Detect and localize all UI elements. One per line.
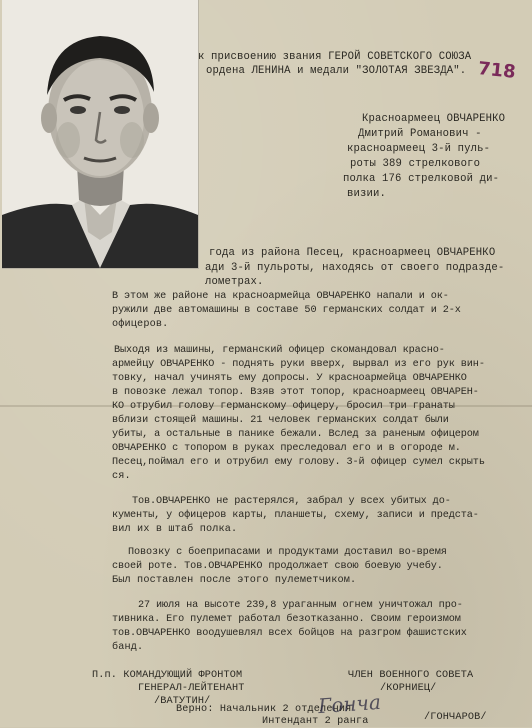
body-line-10: в повозке лежал топор. Взяв этот топор, красноармеец ОВЧАРЕН- — [112, 387, 479, 398]
body-line-4: В этом же районе на красноармейца ОВЧАРЕНКО напали и ок- — [112, 291, 449, 302]
body-line-11: КО отрубил голову германскому офицеру, бросил три гранаты — [112, 401, 455, 412]
person-line-6: визии. — [347, 188, 387, 200]
body-line-20: Повозку с боеприпасами и продуктами доставил во-время — [128, 547, 447, 558]
body-line-23: 27 июля на высоте 239,8 ураганным огнем уничтожал про- — [138, 600, 463, 611]
body-line-18: кументы, у офицеров карты, планшеты, схему, записи и предста- — [112, 510, 479, 521]
body-line-12: вблизи стоящей машины. 21 человек германских солдат были — [112, 415, 449, 426]
body-line-9: товку, начал учинять ему допросы. У красноармейца ОВЧАРЕНКО — [112, 373, 467, 384]
person-line-5: полка 176 стрелковой ди- — [343, 173, 500, 185]
handwritten-signature: Гонча — [317, 689, 382, 719]
body-line-3: лометрах. — [205, 276, 264, 288]
body-line-8: армейцу ОВЧАРЕНКО - поднять руки вверх, вырвал из его рук вин- — [112, 359, 485, 370]
body-line-24: тивника. Его пулемет работал безотказанно. Своим героизмом — [112, 614, 461, 625]
body-line-2: ади 3-й пульроты, находясь от своего подразде- — [205, 262, 505, 274]
council-member-title: ЧЛЕН ВОЕННОГО СОВЕТА — [348, 670, 474, 681]
commander-name: /ВАТУТИН/ — [154, 696, 211, 707]
body-line-26: банд. — [112, 642, 144, 653]
body-line-7: Выходя из машины, германский офицер скомандовал красно- — [114, 345, 445, 356]
body-line-21: своей роте. Тов.ОВЧАРЕНКО продолжает свою боевую учебу. — [112, 561, 443, 572]
body-line-25: тов.ОВЧАРЕНКО воодушевлял всех бойцов на разгром фашистских — [112, 628, 467, 639]
body-line-17: Тов.ОВЧАРЕНКО не растерялся, забрал у всех убитых до- — [132, 496, 451, 507]
handwritten-annotation: 718 — [477, 58, 517, 83]
body-line-5: ружили две автомашины в составе 50 германских солдат и 2-х — [112, 305, 461, 316]
header-line-2: ордена ЛЕНИНА и медали "ЗОЛОТАЯ ЗВЕЗДА". — [206, 65, 467, 77]
portrait-drawing — [2, 0, 198, 268]
body-line-1: года из района Песец, красноармеец ОВЧАРЕНКО — [209, 247, 496, 259]
body-line-15: Песец,поймал его и отрубил ему голову. 3-й офицер сумел скрыть — [112, 457, 485, 468]
verification-line-1: Верно: Начальник 2 отделения — [176, 704, 352, 715]
header-line-1: к присвоению звания ГЕРОЙ СОВЕТСКОГО СОЮЗА — [198, 51, 472, 63]
verification-line-2: Интендант 2 ранга — [262, 716, 369, 727]
commander-rank: ГЕНЕРАЛ-ЛЕЙТЕНАНТ — [138, 683, 245, 694]
person-line-3: красноармеец 3-й пуль- — [347, 143, 491, 155]
body-line-19: вил их в штаб полка. — [112, 524, 238, 535]
person-line-4: роты 389 стрелкового — [350, 158, 481, 170]
verification-name: /ГОНЧАРОВ/ — [424, 712, 487, 723]
body-line-6: офицеров. — [112, 319, 169, 330]
body-line-14: ОВЧАРЕНКО с топором в руках преследовал его и в огороде м. — [112, 443, 461, 454]
portrait-photo — [2, 0, 199, 269]
council-member-name: /КОРНИЕЦ/ — [380, 683, 437, 694]
body-line-22: Был поставлен после этого пулеметчиком. — [112, 575, 357, 586]
person-line-1: Красноармеец ОВЧАРЕНКО — [362, 113, 506, 125]
body-line-16: ся. — [112, 471, 131, 482]
body-line-13: убиты, а остальные в панике бежали. Вслед за раненым офицером — [112, 429, 479, 440]
commander-title: П.п. КОМАНДУЮЩИЙ ФРОНТОМ — [92, 670, 243, 681]
person-line-2: Дмитрий Романович - — [358, 128, 482, 140]
